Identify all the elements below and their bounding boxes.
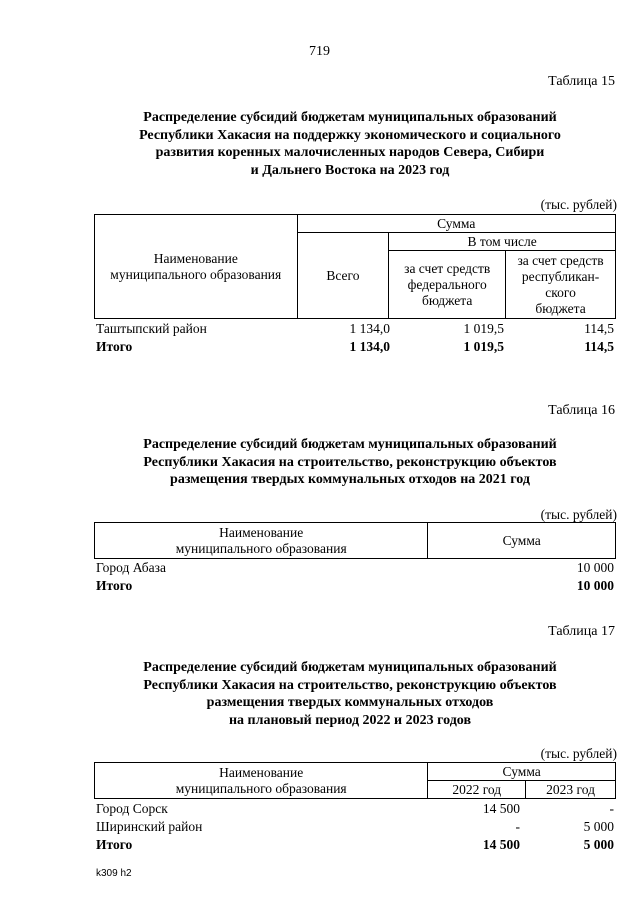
table15-including-header: В том числе	[389, 233, 616, 251]
table15-name-header	[95, 215, 298, 319]
row-2023: -	[609, 801, 614, 816]
header-line: муниципального образования	[110, 266, 282, 282]
table15-title	[60, 109, 639, 179]
table16-title-line: размещения твердых коммунальных отходов на 2021 год	[170, 472, 530, 487]
table15-header	[94, 214, 616, 319]
row-2022: 14 500	[482, 801, 520, 816]
table16-name-header	[95, 523, 428, 559]
table15-title-line: и Дальнего Востока на 2023 год	[250, 162, 450, 178]
table16-label: Таблица 16	[548, 403, 615, 418]
row-name: Город Абаза	[96, 560, 166, 575]
header-line: Наименование	[153, 250, 238, 266]
table17-title-line: на плановый период 2022 и 2023 годов	[228, 712, 472, 728]
header-line: республикан-	[521, 268, 600, 284]
header-line: ского	[545, 284, 576, 300]
table15-sum-header: Сумма	[297, 215, 615, 233]
row-total: 1 134,0	[349, 321, 390, 336]
table17-sum-header: Сумма	[428, 763, 616, 781]
table17-title-line: Республики Хакасия на строительство, реконструкцию объектов	[143, 677, 557, 693]
header-line: бюджета	[422, 292, 473, 308]
row-name: Ширинский район	[96, 819, 203, 834]
row-name: Город Сорск	[96, 801, 168, 816]
table15-title-line: Распределение субсидий бюджетам муниципальных образований	[143, 110, 557, 125]
header-line: муниципального образования	[175, 780, 347, 796]
table15-title-line: Республики Хакасия на поддержку экономического и социального	[139, 127, 561, 143]
row-federal: 1 019,5	[463, 321, 504, 336]
table15-title-line: развития коренных малочисленных народов Севера, Сибири	[155, 145, 545, 160]
table16-title	[60, 436, 639, 489]
row-2022: 14 500	[482, 837, 520, 852]
row-name: Таштыпский район	[96, 321, 207, 336]
table16-unit: (тыс. рублей)	[540, 507, 617, 522]
row-federal: 1 019,5	[463, 339, 504, 354]
table15-total-header: Всего	[297, 233, 389, 319]
table17-2022-header: 2022 год	[428, 781, 526, 799]
header-line: за счет средств	[404, 260, 491, 276]
row-name: Итого	[96, 339, 133, 354]
page-number: 719	[309, 44, 330, 59]
table15-label: Таблица 15	[548, 74, 615, 89]
table17-title-line: размещения твердых коммунальных отходов	[206, 695, 494, 710]
row-name: Итого	[96, 578, 133, 593]
row-2023: 5 000	[583, 819, 614, 834]
table17-title	[60, 659, 639, 729]
header-line: бюджета	[535, 300, 586, 316]
table17-title-line: Распределение субсидий бюджетам муниципальных образований	[143, 660, 557, 675]
row-2022: -	[515, 819, 520, 834]
table16-title-line: Распределение субсидий бюджетам муниципальных образований	[143, 437, 557, 452]
row-2023: 5 000	[583, 837, 614, 852]
table17-unit: (тыс. рублей)	[540, 746, 617, 761]
table17-header	[94, 762, 616, 799]
header-line: муниципального образования	[175, 540, 347, 556]
footer-code: k309 h2	[96, 868, 132, 879]
table17-label: Таблица 17	[548, 624, 615, 639]
row-name: Итого	[96, 837, 133, 852]
table17-2023-header: 2023 год	[526, 781, 616, 799]
row-sum: 10 000	[576, 560, 614, 575]
table16-header	[94, 522, 616, 559]
table16-title-line: Республики Хакасия на строительство, реконструкцию объектов	[143, 454, 557, 470]
table17-name-header	[95, 763, 428, 799]
table16-sum-header: Сумма	[428, 523, 616, 559]
header-line: за счет средств	[517, 252, 604, 268]
header-line: Наименование	[219, 524, 304, 540]
table15-unit: (тыс. рублей)	[540, 197, 617, 212]
table15-federal-header	[389, 251, 506, 319]
table15-republic-header	[506, 251, 616, 319]
row-republic: 114,5	[584, 339, 614, 354]
header-line: федерального	[407, 276, 487, 292]
header-line: Наименование	[219, 764, 304, 780]
row-republic: 114,5	[584, 321, 614, 336]
row-sum: 10 000	[576, 578, 614, 593]
row-total: 1 134,0	[349, 339, 390, 354]
